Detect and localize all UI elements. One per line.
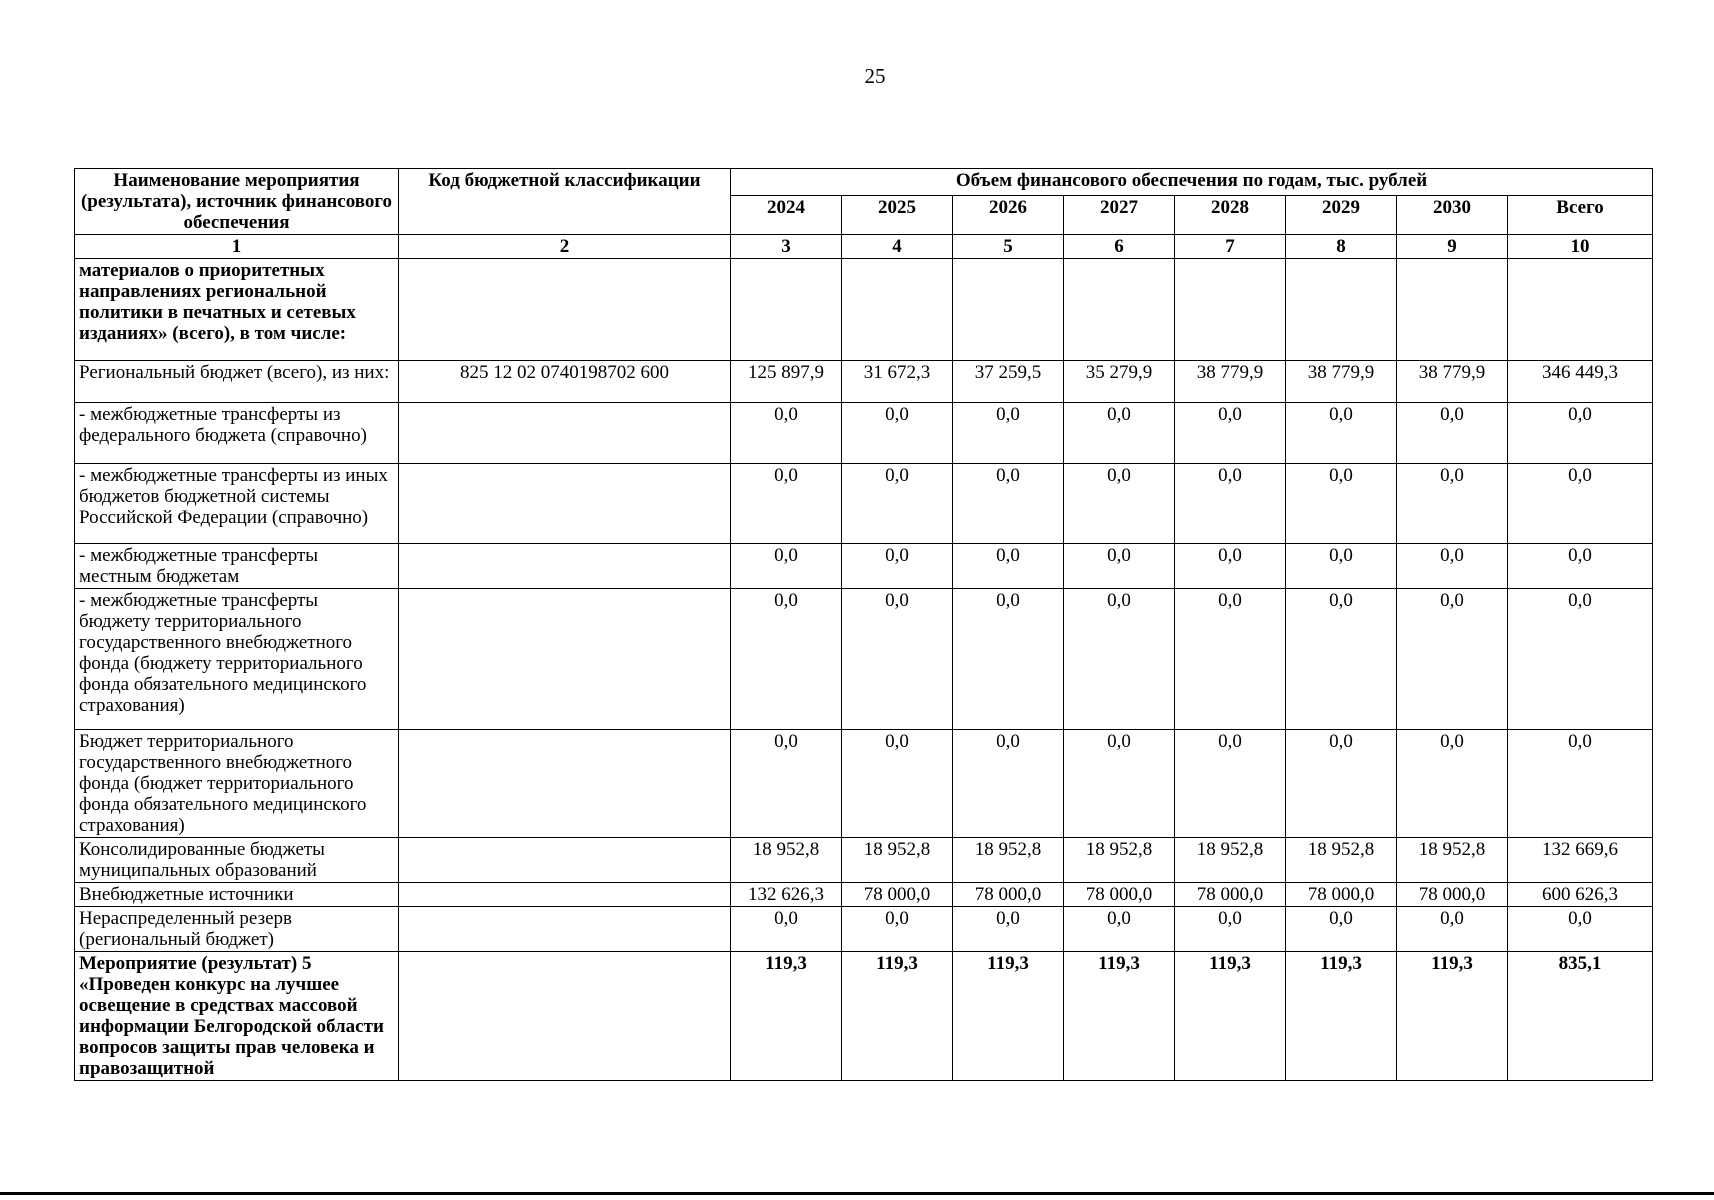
header-volume-group: Объем финансового обеспечения по годам, тыс. рублей [731, 169, 1653, 196]
financing-table [74, 168, 1653, 1081]
row-year-value: 0,0 [953, 464, 1064, 544]
row-code: 825 12 02 0740198702 600 [399, 361, 731, 403]
table-row [75, 464, 1653, 544]
row-year-value: 31 672,3 [842, 361, 953, 403]
row-year-value: 0,0 [953, 544, 1064, 589]
header-code: Код бюджетной классификации [399, 169, 731, 235]
row-year-value: 78 000,0 [953, 883, 1064, 907]
row-year-value: 119,3 [731, 952, 842, 1081]
row-year-value [1064, 259, 1175, 361]
row-year-value: 0,0 [1397, 464, 1508, 544]
column-numbers-row [75, 235, 1653, 259]
row-year-value: 119,3 [1397, 952, 1508, 1081]
column-number: 7 [1175, 235, 1286, 259]
row-total-value: 835,1 [1508, 952, 1653, 1081]
column-number: 4 [842, 235, 953, 259]
header-year-2027: 2027 [1064, 196, 1175, 235]
row-year-value: 0,0 [1397, 403, 1508, 464]
column-number: 2 [399, 235, 731, 259]
row-year-value: 38 779,9 [1286, 361, 1397, 403]
row-year-value: 0,0 [1064, 907, 1175, 952]
row-code [399, 952, 731, 1081]
header-year-2030: 2030 [1397, 196, 1508, 235]
row-year-value: 0,0 [1397, 589, 1508, 730]
row-year-value: 0,0 [1064, 403, 1175, 464]
row-name: материалов о приоритетных направлениях региональной политики в печатных и сетевых изданиях» (всего), в том числе: [75, 259, 399, 361]
row-year-value: 119,3 [953, 952, 1064, 1081]
row-year-value: 38 779,9 [1397, 361, 1508, 403]
row-year-value: 35 279,9 [1064, 361, 1175, 403]
table-row [75, 403, 1653, 464]
row-year-value: 0,0 [1286, 589, 1397, 730]
row-year-value: 0,0 [1397, 907, 1508, 952]
column-number: 8 [1286, 235, 1397, 259]
row-year-value: 0,0 [1286, 907, 1397, 952]
row-year-value: 0,0 [842, 589, 953, 730]
row-year-value: 0,0 [1175, 907, 1286, 952]
row-code [399, 907, 731, 952]
row-code [399, 464, 731, 544]
row-name: - межбюджетные трансферты местным бюджетам [75, 544, 399, 589]
row-code [399, 589, 731, 730]
table-row [75, 544, 1653, 589]
row-year-value: 78 000,0 [1064, 883, 1175, 907]
row-year-value: 0,0 [842, 403, 953, 464]
row-year-value: 0,0 [1286, 464, 1397, 544]
row-year-value: 0,0 [1064, 589, 1175, 730]
row-name: Бюджет территориального государственного внебюджетного фонда (бюджет территориального фонда обязательного медицинского страхования) [75, 730, 399, 838]
row-year-value: 0,0 [1286, 730, 1397, 838]
row-year-value [953, 259, 1064, 361]
row-year-value: 78 000,0 [1397, 883, 1508, 907]
row-name: - межбюджетные трансферты бюджету территориального государственного внебюджетного фонда (бюджету территориального фонда обязательного медицинского страхования) [75, 589, 399, 730]
row-year-value: 0,0 [953, 730, 1064, 838]
row-year-value: 18 952,8 [1064, 838, 1175, 883]
row-year-value: 0,0 [731, 403, 842, 464]
table-row [75, 259, 1653, 361]
row-year-value: 0,0 [731, 589, 842, 730]
row-year-value: 18 952,8 [1286, 838, 1397, 883]
row-year-value: 0,0 [1175, 403, 1286, 464]
row-total-value [1508, 259, 1653, 361]
row-code [399, 544, 731, 589]
row-year-value: 119,3 [842, 952, 953, 1081]
header-year-2025: 2025 [842, 196, 953, 235]
row-year-value [842, 259, 953, 361]
row-year-value: 18 952,8 [731, 838, 842, 883]
row-total-value: 0,0 [1508, 907, 1653, 952]
row-year-value: 125 897,9 [731, 361, 842, 403]
bottom-rule [0, 1192, 1714, 1195]
row-year-value: 0,0 [1397, 544, 1508, 589]
row-year-value: 119,3 [1175, 952, 1286, 1081]
row-year-value: 18 952,8 [842, 838, 953, 883]
row-total-value: 0,0 [1508, 730, 1653, 838]
row-total-value: 0,0 [1508, 403, 1653, 464]
row-year-value: 0,0 [1286, 403, 1397, 464]
row-year-value: 0,0 [1064, 544, 1175, 589]
row-code [399, 403, 731, 464]
header-total: Всего [1508, 196, 1653, 235]
row-year-value: 0,0 [731, 907, 842, 952]
row-code [399, 883, 731, 907]
row-total-value: 0,0 [1508, 589, 1653, 730]
row-name: Нераспределенный резерв (региональный бюджет) [75, 907, 399, 952]
column-number: 1 [75, 235, 399, 259]
row-year-value: 38 779,9 [1175, 361, 1286, 403]
row-year-value: 0,0 [1175, 589, 1286, 730]
row-year-value [1175, 259, 1286, 361]
row-name: Региональный бюджет (всего), из них: [75, 361, 399, 403]
row-year-value: 37 259,5 [953, 361, 1064, 403]
table-row [75, 907, 1653, 952]
header-year-2026: 2026 [953, 196, 1064, 235]
column-number: 5 [953, 235, 1064, 259]
row-year-value: 0,0 [842, 730, 953, 838]
row-name: Внебюджетные источники [75, 883, 399, 907]
row-year-value: 0,0 [1175, 730, 1286, 838]
row-year-value: 0,0 [1064, 730, 1175, 838]
row-year-value: 0,0 [1064, 464, 1175, 544]
table-row [75, 883, 1653, 907]
header-year-2024: 2024 [731, 196, 842, 235]
row-code [399, 730, 731, 838]
row-year-value: 18 952,8 [1175, 838, 1286, 883]
row-total-value: 0,0 [1508, 544, 1653, 589]
row-total-value: 600 626,3 [1508, 883, 1653, 907]
row-year-value [1286, 259, 1397, 361]
row-year-value: 0,0 [1397, 730, 1508, 838]
table-row [75, 952, 1653, 1081]
row-year-value: 0,0 [731, 730, 842, 838]
row-year-value [731, 259, 842, 361]
row-name: Консолидированные бюджеты муниципальных образований [75, 838, 399, 883]
header-year-2028: 2028 [1175, 196, 1286, 235]
row-year-value: 119,3 [1064, 952, 1175, 1081]
row-year-value: 18 952,8 [1397, 838, 1508, 883]
row-name: - межбюджетные трансферты из федерального бюджета (справочно) [75, 403, 399, 464]
row-total-value: 132 669,6 [1508, 838, 1653, 883]
row-year-value: 78 000,0 [1175, 883, 1286, 907]
row-year-value: 0,0 [731, 544, 842, 589]
row-year-value: 18 952,8 [953, 838, 1064, 883]
column-number: 10 [1508, 235, 1653, 259]
row-year-value: 0,0 [953, 907, 1064, 952]
row-year-value: 0,0 [842, 544, 953, 589]
row-year-value: 78 000,0 [1286, 883, 1397, 907]
row-year-value: 78 000,0 [842, 883, 953, 907]
row-total-value: 346 449,3 [1508, 361, 1653, 403]
row-year-value: 0,0 [953, 589, 1064, 730]
row-code [399, 259, 731, 361]
row-year-value: 119,3 [1286, 952, 1397, 1081]
column-number: 9 [1397, 235, 1508, 259]
header-name: Наименование мероприятия (результата), источник финансового обеспечения [75, 169, 399, 235]
page-number: 25 [864, 64, 886, 88]
row-name: - межбюджетные трансферты из иных бюджетов бюджетной системы Российской Федерации (справочно) [75, 464, 399, 544]
header-year-2029: 2029 [1286, 196, 1397, 235]
row-year-value: 0,0 [1175, 544, 1286, 589]
row-code [399, 838, 731, 883]
row-year-value: 0,0 [1286, 544, 1397, 589]
row-year-value: 132 626,3 [731, 883, 842, 907]
table-row [75, 838, 1653, 883]
table-row [75, 361, 1653, 403]
table-row [75, 730, 1653, 838]
row-total-value: 0,0 [1508, 464, 1653, 544]
column-number: 3 [731, 235, 842, 259]
row-year-value [1397, 259, 1508, 361]
row-year-value: 0,0 [842, 907, 953, 952]
row-year-value: 0,0 [1175, 464, 1286, 544]
table-row [75, 589, 1653, 730]
column-number: 6 [1064, 235, 1175, 259]
row-year-value: 0,0 [953, 403, 1064, 464]
row-name: Мероприятие (результат) 5 «Проведен конкурс на лучшее освещение в средствах массовой информации Белгородской области вопросов защиты прав человека и правозащитной [75, 952, 399, 1081]
row-year-value: 0,0 [731, 464, 842, 544]
row-year-value: 0,0 [842, 464, 953, 544]
